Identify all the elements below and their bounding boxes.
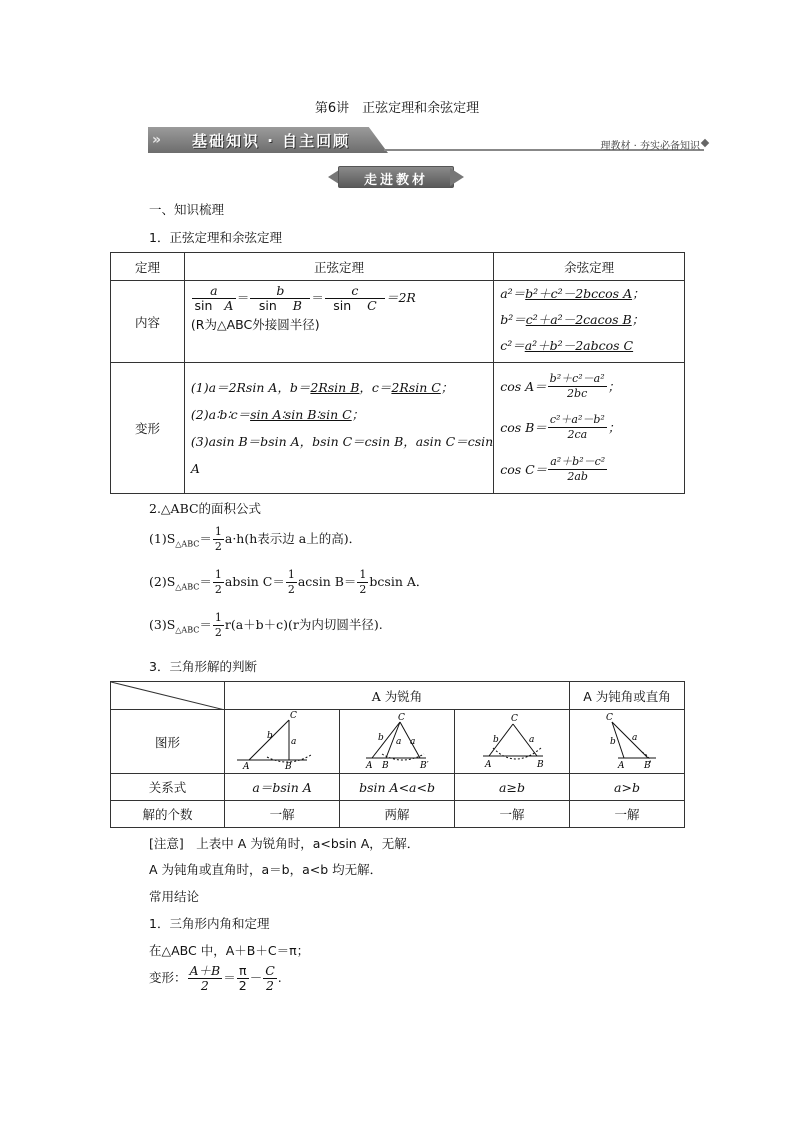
area-formula-2: $(2)S_{\triangle ABC}=$ $\frac{1}{2}$ absin C＝ $\frac{1}{2}$ acsin B＝ $\frac{1}{2}$ bcsin A． xyxy=(149,568,429,596)
chevron-right-icon: » xyxy=(152,132,162,148)
triangle-figure-2 xyxy=(342,710,452,770)
relation-2: bsin A<a<b xyxy=(340,774,455,801)
section-badge xyxy=(328,166,464,188)
row-label-variant: 变形 xyxy=(111,363,185,494)
svg-text:B: B xyxy=(285,762,292,770)
fraction: $\frac{\text{a²＋b²－c²}}{2ab}$ xyxy=(550,454,606,483)
relation-4: a>b xyxy=(569,774,684,801)
diamond-icon xyxy=(701,139,709,147)
header-acute: A 为锐角 xyxy=(225,682,570,710)
triangle-figure-3 xyxy=(457,710,567,770)
count-2: 两解 xyxy=(340,801,455,828)
triangle-figure-4 xyxy=(572,710,682,770)
svg-text:C: C xyxy=(398,713,405,723)
common-heading: 常用结论 xyxy=(149,889,200,904)
subsection-heading: 1．正弦定理和余弦定理 xyxy=(149,230,282,245)
row-label-relation: 关系式 xyxy=(111,774,225,801)
svg-text:A: A xyxy=(617,761,625,770)
row-label-figure: 图形 xyxy=(111,710,225,774)
fraction: $\frac{b}{\text{sin B}}$ xyxy=(250,284,310,313)
section-banner xyxy=(148,127,708,155)
area-formula-3: $(3)S_{\triangle ABC}=$ $\frac{1}{2}$ r(a＋b＋c)(r为内切圆半径). xyxy=(149,611,383,639)
svg-text:a: a xyxy=(291,737,297,747)
badge-label: 走进教材 xyxy=(363,173,428,188)
figure-cell-3 xyxy=(455,710,570,774)
fraction: $\frac{a}{\text{sin A}}$ xyxy=(192,284,236,313)
diagonal-line xyxy=(111,682,225,710)
circumradius-note: (R为△ABC外接圆半径) xyxy=(190,317,320,332)
subsection-heading: 2.△ABC的面积公式 xyxy=(149,501,262,516)
note-line-2: A 为钝角或直角时，a＝b，a<b 均无解． xyxy=(149,862,383,877)
sine-variants-cell: (1)a＝2Rsin A，b＝2Rsin B，c＝2Rsin C； (2)a∶b∶c＝sin A∶sin B∶sin C； (3)asin B＝bsin A，bsin C＝csin B，asin C＝csin A xyxy=(184,363,493,494)
fraction: $\frac{\text{b²＋c²－a²}}{2bc}$ xyxy=(549,371,605,400)
count-4: 一解 xyxy=(569,801,684,828)
svg-text:b: b xyxy=(267,731,273,741)
header-cosine-law: 余弦定理 xyxy=(494,253,685,281)
svg-text:a: a xyxy=(631,733,638,743)
count-3: 一解 xyxy=(455,801,570,828)
diagonal-header xyxy=(111,682,225,710)
svg-text:C: C xyxy=(511,714,518,724)
svg-text:C: C xyxy=(605,713,613,723)
sine-law-cell: $\frac{a}{\text{sin A}}$ ＝ $\frac{b}{\text{sin B}}$ ＝ $\frac{c}{\text{sin C}}$ ＝2R (R为△ABC外接圆半径) xyxy=(184,281,493,363)
solution-table xyxy=(110,681,685,828)
figure-cell-4 xyxy=(569,710,684,774)
figure-cell-2 xyxy=(340,710,455,774)
svg-text:B: B xyxy=(537,760,544,770)
svg-text:a: a xyxy=(410,737,416,747)
svg-text:B: B xyxy=(382,761,389,770)
svg-text:A: A xyxy=(243,762,250,770)
relation-1: a＝bsin A xyxy=(225,774,340,801)
header-theorem: 定理 xyxy=(111,253,185,281)
svg-text:B: B xyxy=(643,761,651,770)
svg-text:b: b xyxy=(493,735,499,745)
svg-text:B′: B′ xyxy=(420,761,429,770)
figure-cell-1 xyxy=(225,710,340,774)
svg-text:C: C xyxy=(290,711,297,721)
count-1: 一解 xyxy=(225,801,340,828)
note-line-1: [注意] 上表中 A 为锐角时，a<bsin A，无解． xyxy=(149,836,420,851)
fraction: $\frac{c}{\text{sin C}}$ xyxy=(325,284,385,313)
variant-formula: 变形： $\frac{A+B}{2}$ ＝ $\frac{\pi}{2}$ － $\frac{C}{2}$ . xyxy=(149,963,282,993)
subsection-heading: 3．三角形解的判断 xyxy=(149,659,257,674)
fraction: $\frac{\text{c²＋a²－b²}}{2ca}$ xyxy=(549,412,605,441)
angle-sum-line: 在△ABC 中，A＋B＋C＝π； xyxy=(149,943,310,958)
law-table xyxy=(110,252,685,494)
relation-3: a≥b xyxy=(455,774,570,801)
subsection-heading: 1．三角形内角和定理 xyxy=(149,916,270,931)
cos-variants-cell: cos A＝ $\frac{\text{b²＋c²－a²}}{2bc}$ ； cos B＝ $\frac{\text{c²＋a²－b²}}{2ca}$ ； cos C＝ $\frac{\text{a²＋b²－c²}}{2ab}$ xyxy=(494,363,685,494)
svg-text:a: a xyxy=(529,735,535,745)
svg-text:A: A xyxy=(366,761,373,770)
page-title: 第6讲 正弦定理和余弦定理 xyxy=(314,101,480,116)
row-label-count: 解的个数 xyxy=(111,801,225,828)
row-label-content: 内容 xyxy=(111,281,185,363)
header-sine-law: 正弦定理 xyxy=(184,253,493,281)
banner-subtitle: 理教材 · 夯实必备知识 xyxy=(600,141,700,152)
cosine-law-cell: a²＝b²＋c²－2bccos A； b²＝c²＋a²－2cacos B； c²＝a²＋b²－2abcos C xyxy=(494,281,685,363)
banner-title: 基础知识 · 自主回顾 xyxy=(192,132,351,150)
header-obtuse: A 为钝角或直角 xyxy=(569,682,684,710)
svg-text:b: b xyxy=(378,733,384,743)
svg-text:a: a xyxy=(396,737,402,747)
section-heading: 一、知识梳理 xyxy=(149,202,225,217)
area-formula-1: $(1)S_{\triangle ABC}=$ $\frac{1}{2}$ a·h(h表示边 a上的高)． xyxy=(149,525,362,553)
triangle-figure-1 xyxy=(227,710,337,770)
svg-text:A: A xyxy=(485,760,492,770)
svg-text:b: b xyxy=(609,737,616,747)
